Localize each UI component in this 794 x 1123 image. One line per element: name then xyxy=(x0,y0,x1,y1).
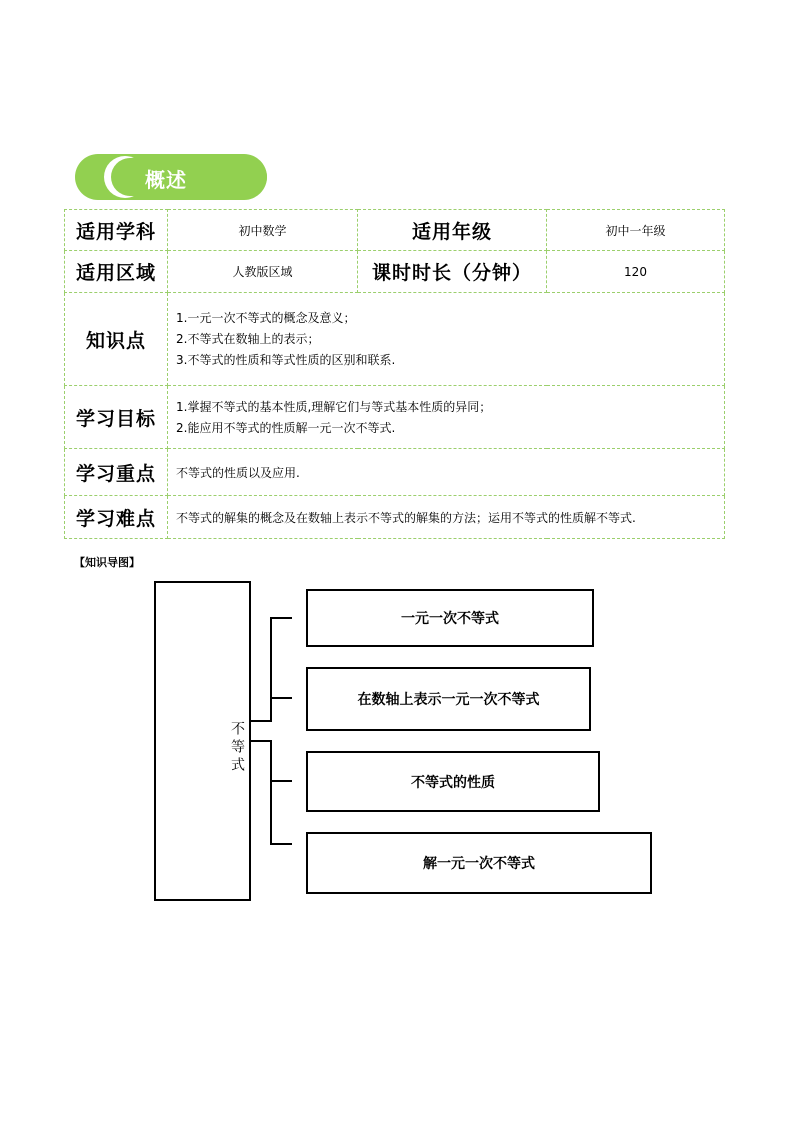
region-label: 适用区域 xyxy=(65,251,168,293)
knowledge-item: 3.不等式的性质和等式性质的区别和联系. xyxy=(176,353,396,367)
knowledge-item: 2.不等式在数轴上的表示； xyxy=(176,332,320,346)
grade-label: 适用年级 xyxy=(358,210,547,251)
connector xyxy=(270,617,292,619)
grade-value: 初中一年级 xyxy=(547,210,725,251)
mindmap-node: 一元一次不等式 xyxy=(306,589,594,647)
duration-label: 课时时长（分钟） xyxy=(358,251,547,293)
connector xyxy=(251,720,272,722)
focus-value: 不等式的性质以及应用. xyxy=(168,449,725,496)
difficulty-label: 学习难点 xyxy=(65,496,168,539)
connector xyxy=(270,843,292,845)
subject-label: 适用学科 xyxy=(65,210,168,251)
lesson-info-table xyxy=(64,209,725,539)
connector xyxy=(251,740,272,742)
goal-item: 2.能应用不等式的性质解一元一次不等式. xyxy=(176,420,396,435)
connector xyxy=(270,780,292,782)
focus-label: 学习重点 xyxy=(65,449,168,496)
mindmap-node: 不等式的性质 xyxy=(306,751,600,812)
mindmap-root-label: 不等式 xyxy=(229,721,245,775)
knowledge-item: 1.一元一次不等式的概念及意义； xyxy=(176,311,356,325)
goals-list xyxy=(168,386,725,449)
goals-label: 学习目标 xyxy=(65,386,168,449)
subject-value: 初中数学 xyxy=(168,210,358,251)
knowledge-label: 知识点 xyxy=(65,293,168,386)
section-title: 概述 xyxy=(145,168,187,192)
connector xyxy=(270,697,292,699)
section-header xyxy=(75,154,267,200)
goal-item: 1.掌握不等式的基本性质,理解它们与等式基本性质的异同； xyxy=(176,399,492,414)
connector xyxy=(270,617,272,722)
mindmap-root xyxy=(154,581,251,901)
mindmap-node: 解一元一次不等式 xyxy=(306,832,652,894)
knowledge-list xyxy=(168,293,725,386)
mindmap-tag: 【知识导图】 xyxy=(74,556,140,569)
duration-value: 120 xyxy=(547,251,725,293)
mindmap-node: 在数轴上表示一元一次不等式 xyxy=(306,667,591,731)
region-value: 人教版区域 xyxy=(168,251,358,293)
difficulty-value: 不等式的解集的概念及在数轴上表示不等式的解集的方法；运用不等式的性质解不等式. xyxy=(168,496,725,539)
connector xyxy=(270,740,272,845)
